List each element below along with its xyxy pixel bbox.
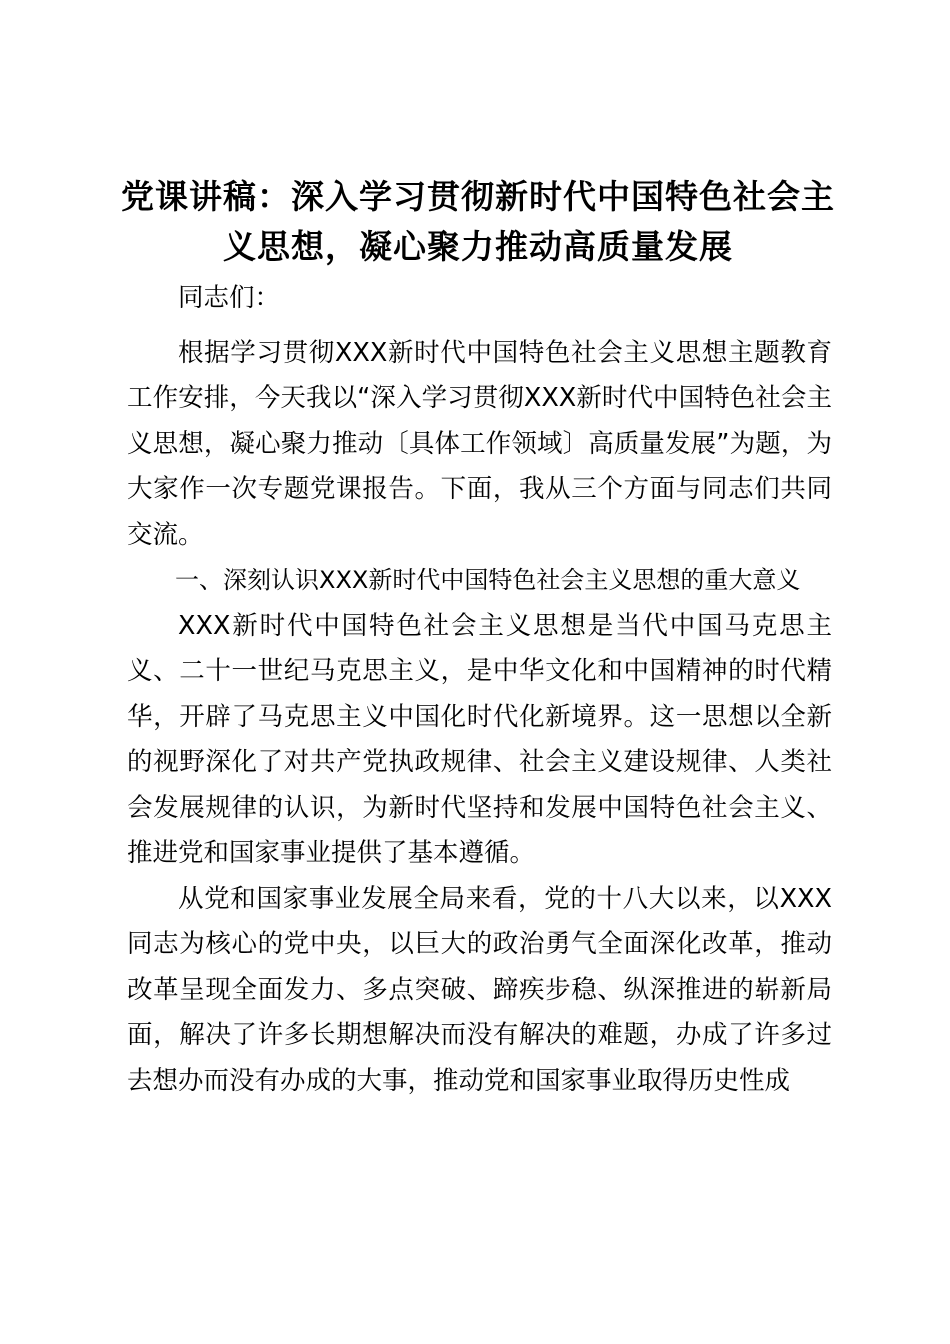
document-body: [127, 276, 832, 1104]
paragraph-intro: 根据学习贯彻XXX新时代中国特色社会主义思想主题教育工作安排，今天我以“深入学习贯彻XXX新时代中国特色社会主义思想，凝心聚力推动〔具体工作领域〕高质量发展”为题，为大家作一次专题党课报告。下面，我从三个方面与同志们共同交流。: [127, 337, 832, 550]
salutation: 同志们：: [178, 283, 281, 313]
document-title: 党课讲稿：深入学习贯彻新时代中国特色社会主义思想，凝心聚力推动高质量发展: [121, 177, 835, 266]
paragraph-reform: 从党和国家事业发展全局来看，党的十八大以来，以XXX同志为核心的党中央，以巨大的政治勇气全面深化改革，推动改革呈现全面发力、多点突破、蹄疾步稳、纵深推进的崭新局面，解决了许多长期想解决而没有解决的难题，办成了许多过去想办而没有办成的大事，推动党和国家事业取得历史性成: [127, 883, 832, 1096]
paragraph-significance: XXX新时代中国特色社会主义思想是当代中国马克思主义、二十一世纪马克思主义，是中华文化和中国精神的时代精华，开辟了马克思主义中国化时代化新境界。这一思想以全新的视野深化了对共产党执政规律、社会主义建设规律、人类社会发展规律的认识，为新时代坚持和发展中国特色社会主义、推进党和国家事业提供了基本遵循。: [127, 610, 832, 868]
section-heading-1: 一、深刻认识XXX新时代中国特色社会主义思想的重大意义: [175, 566, 801, 594]
